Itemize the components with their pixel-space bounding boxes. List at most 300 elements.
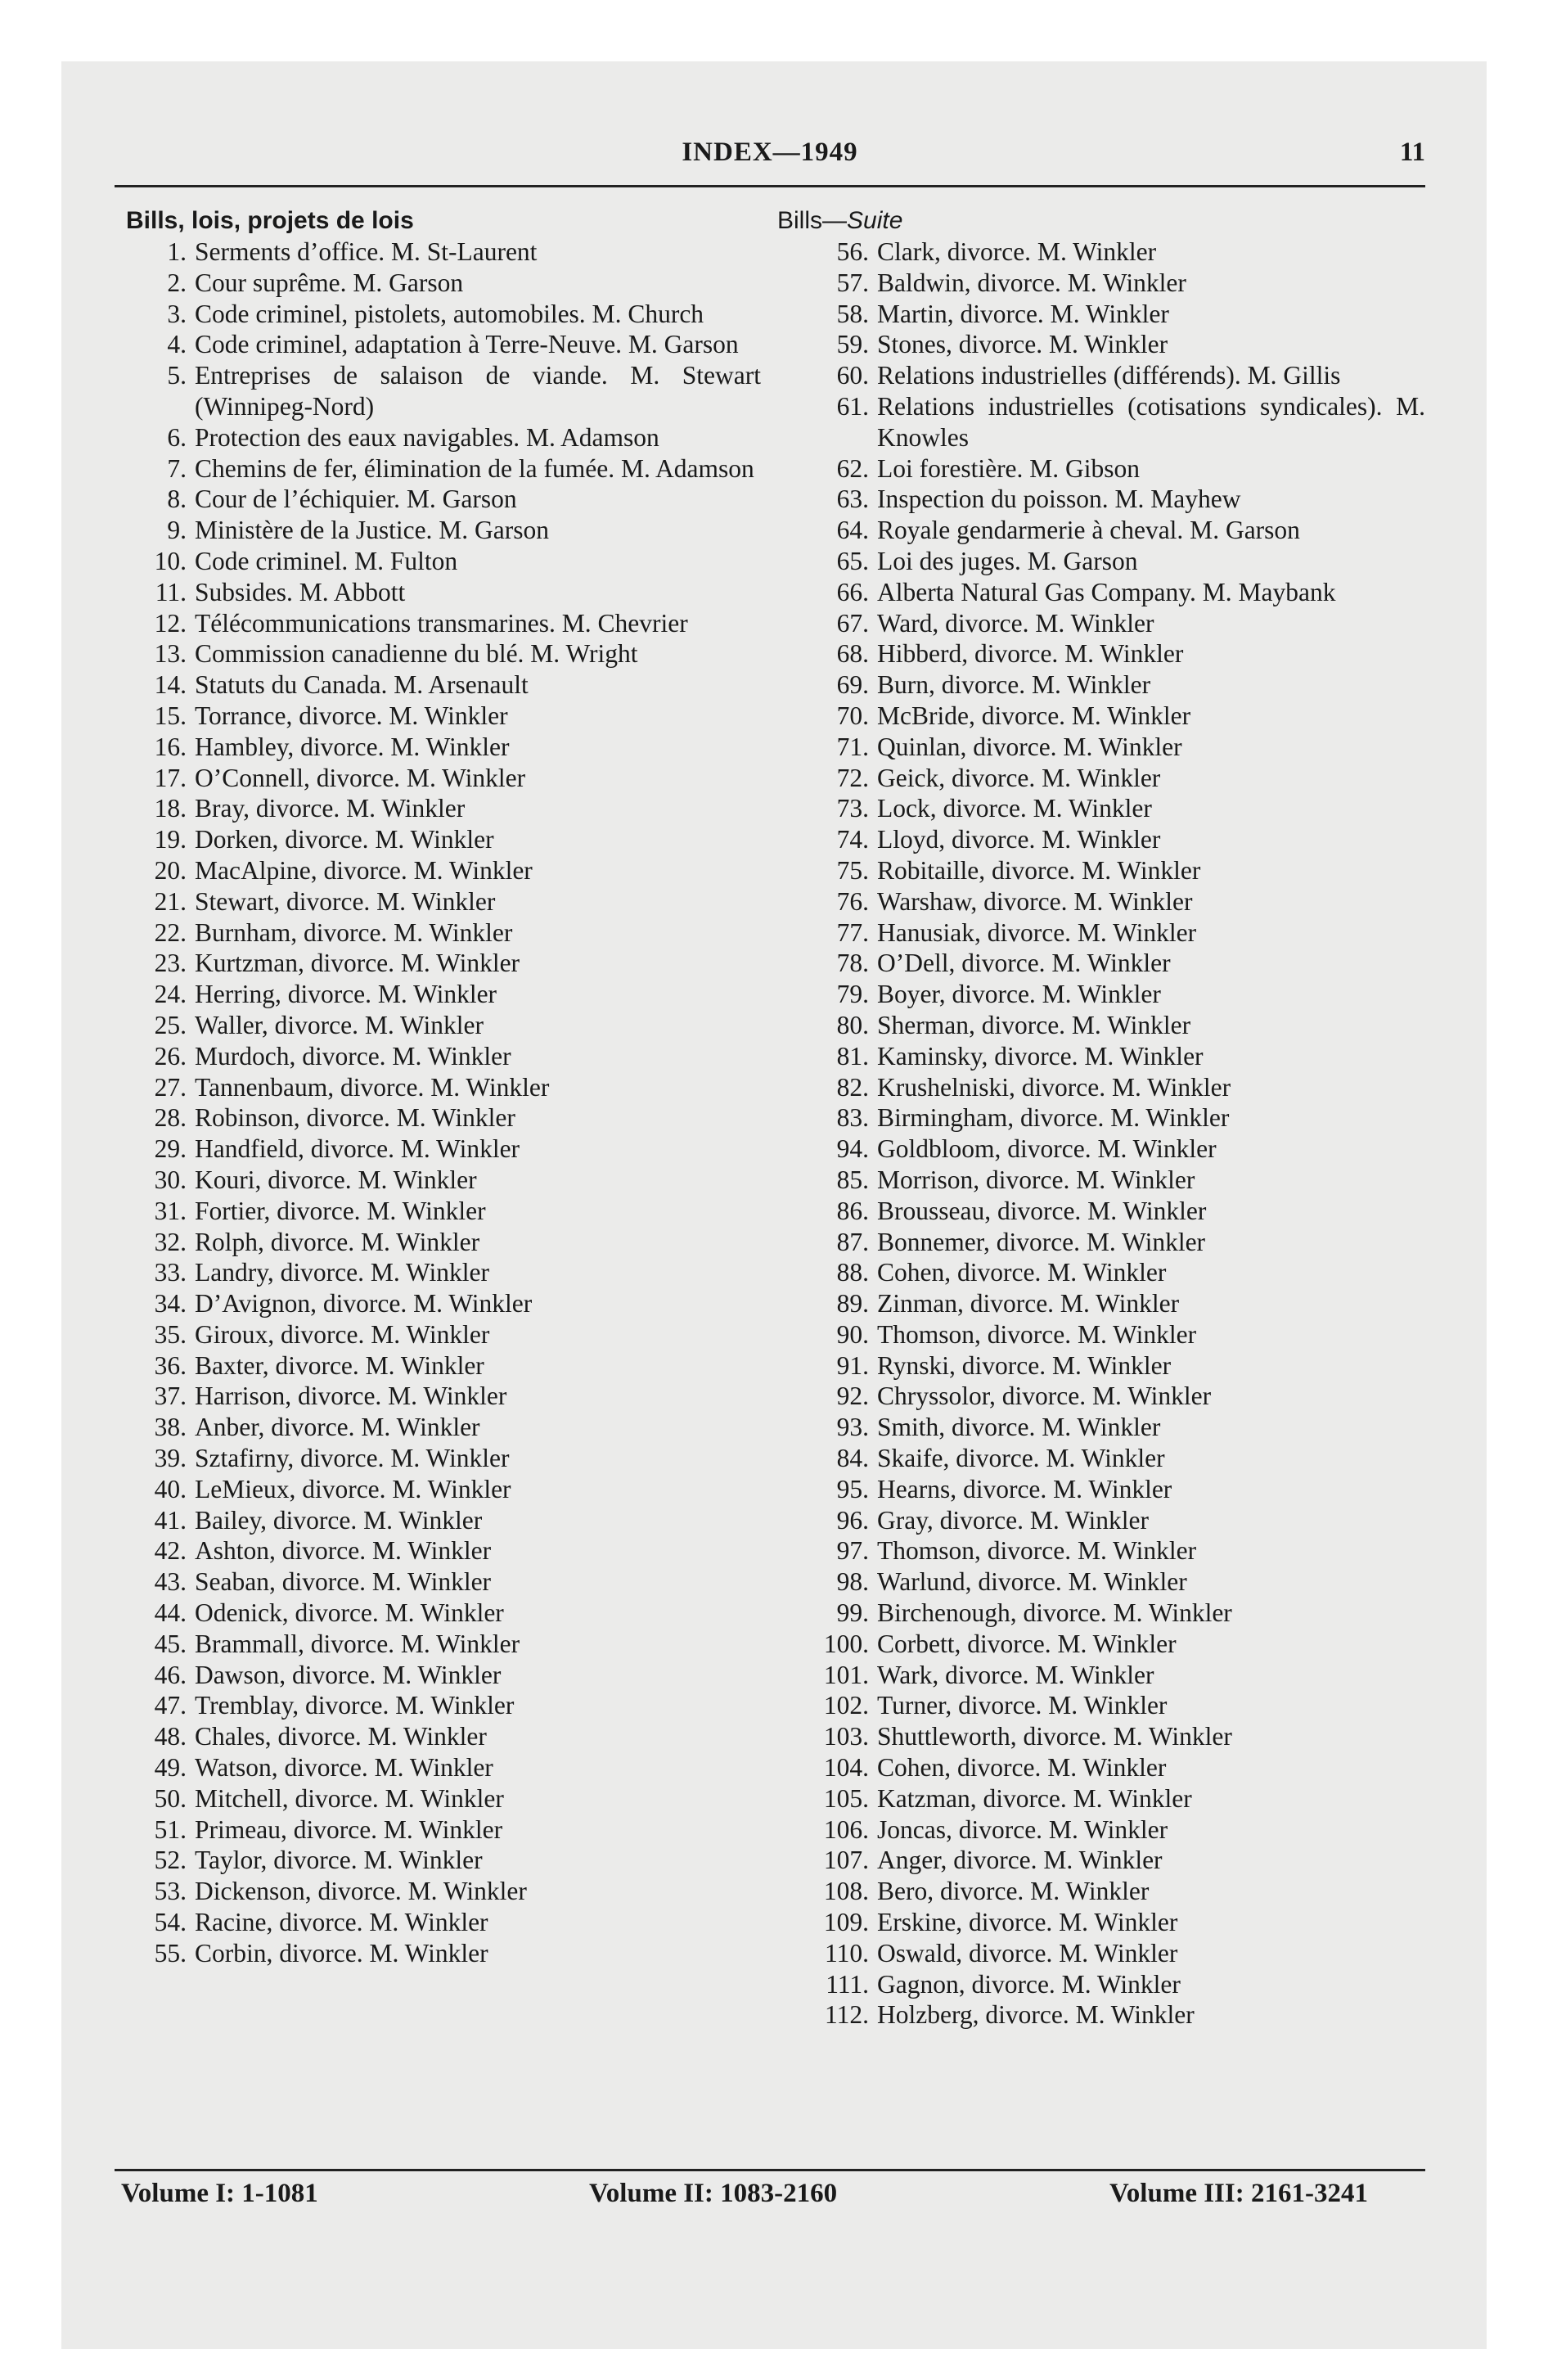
entry-text: Taylor, divorce. M. Winkler — [195, 1846, 483, 1875]
entry-text: Sztafirny, divorce. M. Winkler — [195, 1444, 510, 1473]
index-entry — [115, 453, 761, 485]
index-entry — [115, 1227, 761, 1258]
index-entry — [115, 1010, 761, 1041]
index-entry — [115, 1876, 761, 1907]
index-entry — [115, 608, 761, 639]
entry-text: Morrison, divorce. M. Winkler — [877, 1165, 1195, 1194]
entry-number: 65. — [836, 546, 869, 575]
index-entry — [115, 299, 761, 330]
entry-text: Bray, divorce. M. Winkler — [195, 794, 466, 823]
heading-prefix: Bills— — [777, 207, 848, 234]
entry-text: Code criminel, pistolets, automobiles. M. Church — [195, 299, 704, 328]
entry-text: Warshaw, divorce. M. Winkler — [877, 886, 1193, 916]
index-entry — [115, 268, 761, 299]
entry-text: Royale gendarmerie à cheval. M. Garson — [877, 516, 1300, 545]
entry-number: 102. — [823, 1691, 869, 1720]
footer-rule — [115, 2169, 1425, 2171]
index-entry — [777, 1412, 1425, 1443]
entry-number: 51. — [154, 1814, 187, 1844]
entry-text: Inspection du poisson. M. Mayhew — [877, 485, 1241, 514]
entry-text: Hibberd, divorce. M. Winkler — [877, 639, 1184, 669]
index-entry — [777, 268, 1425, 299]
entry-text: Anber, divorce. M. Winkler — [195, 1413, 480, 1442]
entry-number: 16. — [154, 732, 187, 761]
entry-text: Birmingham, divorce. M. Winkler — [877, 1103, 1230, 1133]
header-rule — [115, 185, 1425, 187]
index-entry — [777, 299, 1425, 330]
entry-text: LeMieux, divorce. M. Winkler — [195, 1474, 511, 1503]
index-entry — [115, 237, 761, 268]
index-entry — [777, 1350, 1425, 1382]
entry-number: 99. — [836, 1598, 869, 1628]
index-entry — [115, 1102, 761, 1134]
entry-number: 20. — [154, 855, 187, 885]
index-entry — [777, 1907, 1425, 1938]
index-entry — [115, 1566, 761, 1598]
entry-text: Martin, divorce. M. Winkler — [877, 299, 1169, 328]
entry-text: Cohen, divorce. M. Winkler — [877, 1753, 1167, 1783]
index-entry — [115, 948, 761, 979]
entry-number: 19. — [154, 825, 187, 854]
entry-text: Chemins de fer, élimination de la fumée. M. Adamson — [195, 453, 754, 483]
entry-text: Commission canadienne du blé. M. Wright — [195, 639, 638, 669]
entry-number: 3. — [167, 299, 187, 328]
entry-number: 58. — [836, 299, 869, 328]
entry-number: 100. — [823, 1629, 869, 1658]
entry-number: 91. — [836, 1350, 869, 1380]
index-entry — [777, 1814, 1425, 1846]
entry-text: Bero, divorce. M. Winkler — [877, 1877, 1150, 1906]
index-entry — [115, 1350, 761, 1382]
index-entry — [115, 732, 761, 763]
index-entry — [777, 1505, 1425, 1536]
entry-text: Kouri, divorce. M. Winkler — [195, 1165, 477, 1194]
entry-number: 95. — [836, 1474, 869, 1503]
entry-text: Cour de l’échiquier. M. Garson — [195, 485, 517, 514]
entry-number: 81. — [836, 1041, 869, 1071]
index-entry — [777, 701, 1425, 732]
entry-number: 59. — [836, 330, 869, 359]
entry-text: Dorken, divorce. M. Winkler — [195, 825, 494, 854]
entry-text: Stewart, divorce. M. Winkler — [195, 886, 496, 916]
index-entry — [777, 1752, 1425, 1783]
entry-number: 11. — [155, 577, 187, 606]
entry-text: Dawson, divorce. M. Winkler — [195, 1660, 502, 1689]
entry-number: 46. — [154, 1660, 187, 1689]
entry-number: 8. — [167, 485, 187, 514]
index-entry — [777, 948, 1425, 979]
index-entry — [777, 1783, 1425, 1814]
index-entry — [115, 515, 761, 546]
entry-text: Holzberg, divorce. M. Winkler — [877, 2000, 1195, 2030]
entry-number: 42. — [154, 1536, 187, 1566]
entry-text: Fortier, divorce. M. Winkler — [195, 1196, 486, 1225]
entry-text: Chales, divorce. M. Winkler — [195, 1722, 487, 1751]
index-entry — [115, 1938, 761, 1969]
entry-text: Gray, divorce. M. Winkler — [877, 1505, 1150, 1535]
entry-text: Kurtzman, divorce. M. Winkler — [195, 949, 520, 978]
entry-text: Odenick, divorce. M. Winkler — [195, 1598, 504, 1628]
entry-text: Primeau, divorce. M. Winkler — [195, 1814, 503, 1844]
entry-text: Hearns, divorce. M. Winkler — [877, 1474, 1172, 1503]
entry-number: 49. — [154, 1753, 187, 1783]
entry-text: Birchenough, divorce. M. Winkler — [877, 1598, 1232, 1628]
entry-text: Smith, divorce. M. Winkler — [877, 1413, 1161, 1442]
index-entry — [115, 763, 761, 794]
entry-number: 98. — [836, 1567, 869, 1597]
entry-text: Code criminel. M. Fulton — [195, 546, 458, 575]
entry-number: 7. — [167, 453, 187, 483]
entry-number: 34. — [154, 1289, 187, 1318]
index-entry — [115, 1443, 761, 1474]
entry-text: Rolph, divorce. M. Winkler — [195, 1227, 480, 1256]
entry-text: Thomson, divorce. M. Winkler — [877, 1536, 1197, 1566]
right-column — [777, 205, 1425, 2031]
entry-number: 15. — [154, 701, 187, 730]
index-entry — [115, 669, 761, 701]
index-entry — [777, 1041, 1425, 1072]
index-entry — [115, 979, 761, 1010]
index-entry — [777, 329, 1425, 360]
entry-text: Protection des eaux navigables. M. Adamson — [195, 422, 659, 452]
page-number: 11 — [1399, 137, 1425, 167]
entry-text: Baxter, divorce. M. Winkler — [195, 1350, 484, 1380]
entry-number: 82. — [836, 1072, 869, 1102]
entry-text: Mitchell, divorce. M. Winkler — [195, 1783, 504, 1813]
entry-text: Burn, divorce. M. Winkler — [877, 670, 1151, 700]
entry-text: Lock, divorce. M. Winkler — [877, 794, 1152, 823]
entry-number: 96. — [836, 1505, 869, 1535]
index-entry — [777, 824, 1425, 855]
entry-text: Serments d’office. M. St-Laurent — [195, 237, 538, 266]
entry-number: 106. — [823, 1814, 869, 1844]
index-entry — [115, 793, 761, 824]
index-entry — [777, 1288, 1425, 1319]
entry-number: 101. — [823, 1660, 869, 1689]
entry-text: Watson, divorce. M. Winkler — [195, 1753, 493, 1783]
entry-number: 1. — [167, 237, 187, 266]
entry-number: 97. — [836, 1536, 869, 1566]
entry-number: 72. — [836, 763, 869, 792]
index-entry — [777, 1845, 1425, 1876]
entry-text: Shuttleworth, divorce. M. Winkler — [877, 1722, 1232, 1751]
entry-text: Handfield, divorce. M. Winkler — [195, 1134, 520, 1164]
entry-text: Kaminsky, divorce. M. Winkler — [877, 1041, 1204, 1071]
entry-number: 14. — [154, 670, 187, 700]
entry-number: 17. — [154, 763, 187, 792]
index-entry — [115, 1505, 761, 1536]
entry-number: 67. — [836, 608, 869, 638]
entry-number: 54. — [154, 1908, 187, 1937]
index-entry — [777, 1999, 1425, 2031]
entry-text: Télécommunications transmarines. M. Chevrier — [195, 608, 688, 638]
entry-number: 75. — [836, 855, 869, 885]
index-entry — [777, 979, 1425, 1010]
entry-number: 84. — [836, 1444, 869, 1473]
entry-number: 10. — [154, 546, 187, 575]
index-entry — [777, 484, 1425, 515]
entry-text: Landry, divorce. M. Winkler — [195, 1258, 490, 1287]
entry-text: Geick, divorce. M. Winkler — [877, 763, 1161, 792]
index-entry — [115, 855, 761, 886]
index-entry — [777, 1876, 1425, 1907]
entry-number: 105. — [823, 1783, 869, 1813]
entry-number: 6. — [167, 422, 187, 452]
index-entry — [777, 608, 1425, 639]
entry-number: 55. — [154, 1938, 187, 1968]
index-entry — [777, 1381, 1425, 1412]
index-entry — [115, 329, 761, 360]
index-entry — [777, 391, 1425, 453]
entry-text: Robitaille, divorce. M. Winkler — [877, 855, 1201, 885]
index-entry — [115, 360, 761, 422]
index-entry — [115, 1041, 761, 1072]
index-entry — [777, 732, 1425, 763]
page-title: INDEX—1949 — [682, 137, 858, 167]
entry-number: 47. — [154, 1691, 187, 1720]
entry-text: Giroux, divorce. M. Winkler — [195, 1319, 490, 1349]
entry-text: Goldbloom, divorce. M. Winkler — [877, 1134, 1217, 1164]
entry-number: 29. — [154, 1134, 187, 1164]
entry-text: O’Dell, divorce. M. Winkler — [877, 949, 1171, 978]
index-entry — [115, 1629, 761, 1660]
entry-number: 89. — [836, 1289, 869, 1318]
entry-number: 80. — [836, 1010, 869, 1039]
entry-text: Clark, divorce. M. Winkler — [877, 237, 1157, 266]
entry-number: 78. — [836, 949, 869, 978]
index-entry — [777, 1257, 1425, 1288]
entry-text: Erskine, divorce. M. Winkler — [877, 1908, 1178, 1937]
entry-number: 36. — [154, 1350, 187, 1380]
entry-number: 63. — [836, 485, 869, 514]
entry-text: Cohen, divorce. M. Winkler — [877, 1258, 1167, 1287]
index-entry — [777, 1072, 1425, 1103]
entry-text: Oswald, divorce. M. Winkler — [877, 1938, 1178, 1968]
index-entry — [777, 793, 1425, 824]
entry-number: 107. — [823, 1846, 869, 1875]
index-entry — [115, 1814, 761, 1846]
entry-number: 39. — [154, 1444, 187, 1473]
entry-text: Brousseau, divorce. M. Winkler — [877, 1196, 1207, 1225]
entry-text: Anger, divorce. M. Winkler — [877, 1846, 1163, 1875]
index-entry — [115, 638, 761, 669]
entry-text: Joncas, divorce. M. Winkler — [877, 1814, 1168, 1844]
entry-text: Chryssolor, divorce. M. Winkler — [877, 1382, 1212, 1411]
index-entry — [115, 1907, 761, 1938]
entry-text: Tremblay, divorce. M. Winkler — [195, 1691, 515, 1720]
entry-text: Loi forestière. M. Gibson — [877, 453, 1141, 483]
entry-text: Thomson, divorce. M. Winkler — [877, 1319, 1197, 1349]
entry-number: 26. — [154, 1041, 187, 1071]
entry-text: O’Connell, divorce. M. Winkler — [195, 763, 526, 792]
entry-text: Loi des juges. M. Garson — [877, 546, 1138, 575]
index-entry — [115, 1196, 761, 1227]
entry-text: Tannenbaum, divorce. M. Winkler — [195, 1072, 550, 1102]
index-entry — [777, 1196, 1425, 1227]
entry-number: 64. — [836, 516, 869, 545]
entry-number: 24. — [154, 980, 187, 1009]
index-entry — [777, 1443, 1425, 1474]
left-column-heading: Bills, lois, projets de lois — [126, 207, 414, 234]
footer-volume-2: Volume II: 1083-2160 — [589, 2179, 838, 2208]
index-entry — [777, 1134, 1425, 1165]
entry-text: Subsides. M. Abbott — [195, 577, 406, 606]
entry-number: 77. — [836, 917, 869, 947]
index-entry — [777, 855, 1425, 886]
entry-text: Ashton, divorce. M. Winkler — [195, 1536, 492, 1566]
entry-number: 31. — [154, 1196, 187, 1225]
index-entry — [777, 917, 1425, 949]
entry-number: 56. — [836, 237, 869, 266]
entry-number: 13. — [154, 639, 187, 669]
entry-number: 112. — [825, 2000, 869, 2030]
index-entry — [777, 1629, 1425, 1660]
entry-text: Sherman, divorce. M. Winkler — [877, 1010, 1191, 1039]
index-entry — [115, 1535, 761, 1566]
entry-number: 76. — [836, 886, 869, 916]
entry-number: 70. — [836, 701, 869, 730]
index-entry — [115, 824, 761, 855]
entry-number: 22. — [154, 917, 187, 947]
index-entry — [115, 1381, 761, 1412]
entry-text: Code criminel, adaptation à Terre-Neuve. M. Garson — [195, 330, 739, 359]
entry-text: Lloyd, divorce. M. Winkler — [877, 825, 1161, 854]
entry-text: Robinson, divorce. M. Winkler — [195, 1103, 515, 1133]
entry-text: Gagnon, divorce. M. Winkler — [877, 1969, 1181, 1999]
entry-text: Turner, divorce. M. Winkler — [877, 1691, 1168, 1720]
entry-text: Relations industrielles (cotisations syndicales). M. Knowles — [877, 391, 1425, 452]
index-entry — [115, 1072, 761, 1103]
footer-volume-1: Volume I: 1-1081 — [121, 2179, 318, 2208]
entry-text: Warlund, divorce. M. Winkler — [877, 1567, 1187, 1597]
entry-number: 73. — [836, 794, 869, 823]
index-entry — [777, 360, 1425, 391]
index-entry — [115, 1412, 761, 1443]
index-entry — [115, 484, 761, 515]
entry-number: 4. — [167, 330, 187, 359]
entry-text: Brammall, divorce. M. Winkler — [195, 1629, 520, 1658]
entry-text: Stones, divorce. M. Winkler — [877, 330, 1168, 359]
index-entry — [777, 1660, 1425, 1691]
entry-number: 108. — [823, 1877, 869, 1906]
entry-text: Entreprises de salaison de viande. M. Stewart (Winnipeg-Nord) — [195, 361, 761, 421]
index-entry — [115, 1845, 761, 1876]
index-entry — [115, 1660, 761, 1691]
entry-text: Skaife, divorce. M. Winkler — [877, 1444, 1165, 1473]
index-entry — [777, 638, 1425, 669]
entry-number: 44. — [154, 1598, 187, 1628]
entry-number: 79. — [836, 980, 869, 1009]
entry-number: 5. — [167, 361, 187, 390]
index-entry — [777, 886, 1425, 917]
entry-number: 110. — [825, 1938, 869, 1968]
index-entry — [777, 453, 1425, 485]
index-entry — [115, 1257, 761, 1288]
index-entry — [777, 1535, 1425, 1566]
index-entry — [115, 1319, 761, 1350]
entry-number: 53. — [154, 1877, 187, 1906]
index-entry — [115, 1721, 761, 1752]
entry-number: 37. — [154, 1382, 187, 1411]
heading-suite: Suite — [847, 207, 903, 234]
index-entry — [777, 546, 1425, 577]
left-column — [115, 205, 761, 1969]
index-entry — [115, 917, 761, 949]
entry-number: 40. — [154, 1474, 187, 1503]
entry-text: Hanusiak, divorce. M. Winkler — [877, 917, 1197, 947]
index-entry — [777, 1938, 1425, 1969]
entry-number: 68. — [836, 639, 869, 669]
index-entry — [115, 422, 761, 453]
index-entry — [777, 763, 1425, 794]
entry-text: Bailey, divorce. M. Winkler — [195, 1505, 483, 1535]
index-entry — [115, 1783, 761, 1814]
entry-text: D’Avignon, divorce. M. Winkler — [195, 1289, 533, 1318]
entry-text: Wark, divorce. M. Winkler — [877, 1660, 1154, 1689]
entry-number: 45. — [154, 1629, 187, 1658]
entry-number: 27. — [154, 1072, 187, 1102]
entry-text: Herring, divorce. M. Winkler — [195, 980, 497, 1009]
entry-text: Corbett, divorce. M. Winkler — [877, 1629, 1177, 1658]
entry-number: 66. — [836, 577, 869, 606]
entry-number: 88. — [836, 1258, 869, 1287]
entry-number: 33. — [154, 1258, 187, 1287]
index-entry — [777, 1227, 1425, 1258]
entry-text: Relations industrielles (différends). M. Gillis — [877, 361, 1341, 390]
entry-text: Katzman, divorce. M. Winkler — [877, 1783, 1192, 1813]
entry-text: Ministère de la Justice. M. Garson — [195, 516, 550, 545]
entry-number: 50. — [154, 1783, 187, 1813]
entry-number: 71. — [836, 732, 869, 761]
index-entry — [777, 1721, 1425, 1752]
index-entry — [115, 1288, 761, 1319]
entry-number: 25. — [154, 1010, 187, 1039]
entry-text: Zinman, divorce. M. Winkler — [877, 1289, 1180, 1318]
entry-number: 48. — [154, 1722, 187, 1751]
entry-text: Harrison, divorce. M. Winkler — [195, 1382, 507, 1411]
index-entry — [115, 1474, 761, 1505]
entry-number: 69. — [836, 670, 869, 700]
entry-number: 23. — [154, 949, 187, 978]
index-entry — [777, 1165, 1425, 1196]
entry-number: 28. — [154, 1103, 187, 1133]
entry-number: 74. — [836, 825, 869, 854]
entry-number: 103. — [823, 1722, 869, 1751]
entry-text: Ward, divorce. M. Winkler — [877, 608, 1154, 638]
entry-number: 9. — [167, 516, 187, 545]
entry-number: 18. — [154, 794, 187, 823]
index-entry — [777, 1319, 1425, 1350]
entry-number: 109. — [823, 1908, 869, 1937]
entry-text: Corbin, divorce. M. Winkler — [195, 1938, 488, 1968]
entry-text: Racine, divorce. M. Winkler — [195, 1908, 488, 1937]
index-entry — [115, 546, 761, 577]
entry-number: 93. — [836, 1413, 869, 1442]
entry-text: Alberta Natural Gas Company. M. Maybank — [877, 577, 1336, 606]
entry-number: 57. — [836, 268, 869, 297]
entry-number: 38. — [154, 1413, 187, 1442]
index-entry — [115, 1165, 761, 1196]
entry-text: Burnham, divorce. M. Winkler — [195, 917, 513, 947]
right-column-heading — [777, 205, 1425, 237]
entry-number: 35. — [154, 1319, 187, 1349]
entry-text: Seaban, divorce. M. Winkler — [195, 1567, 492, 1597]
entry-number: 86. — [836, 1196, 869, 1225]
entry-text: McBride, divorce. M. Winkler — [877, 701, 1191, 730]
index-entry — [115, 1598, 761, 1629]
index-entry — [777, 1474, 1425, 1505]
entry-text: Rynski, divorce. M. Winkler — [877, 1350, 1172, 1380]
